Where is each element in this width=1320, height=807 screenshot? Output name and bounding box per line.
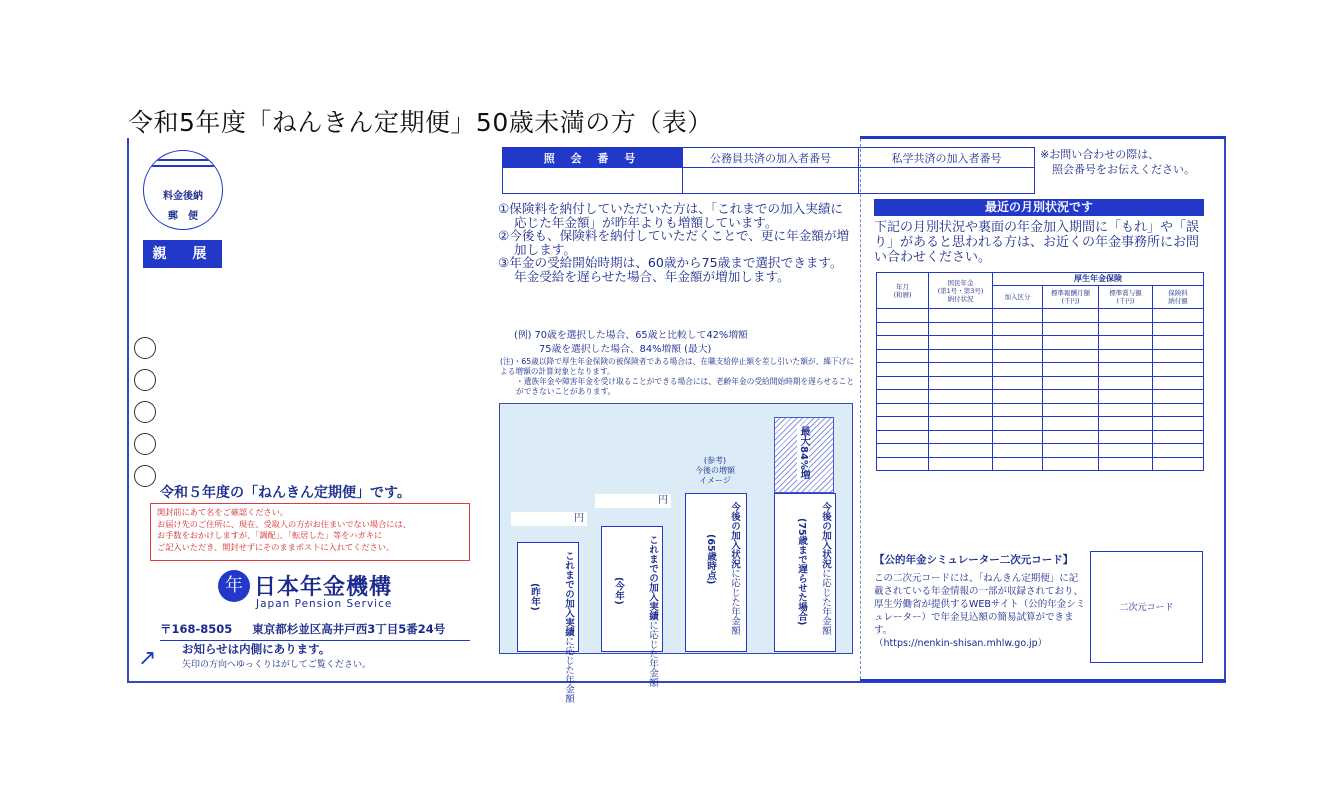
shinten-label: 親 展 — [143, 240, 222, 268]
table-cell — [1043, 417, 1099, 431]
table-cell — [929, 444, 993, 458]
punch-hole — [134, 369, 156, 391]
col-kokumin: 国民年金 (第1号・第3号) 納付状況 — [929, 273, 993, 309]
table-cell — [877, 403, 929, 417]
table-cell — [1043, 444, 1099, 458]
fold-line — [860, 139, 861, 679]
kouin-label: 公務員共済の加入者番号 — [683, 148, 859, 168]
table-cell — [877, 336, 929, 350]
monthly-status-text: 下記の月別状況や裏面の年金加入期間に「もれ」や「誤り」があると思われる方は、お近くの年金事務所にお問い合わせください。 — [874, 220, 1200, 265]
col-ym: 年月 (和暦) — [877, 273, 929, 309]
point-3: ③年金の受給開始時期は、60歳から75歳まで選択できます。 — [498, 255, 843, 270]
table-cell — [929, 309, 993, 323]
bar-age-75: 今後の加入状況に応じた年金額 (75歳まで遅らせた場合) — [774, 493, 836, 652]
table-row — [877, 390, 1204, 404]
table-cell — [929, 363, 993, 377]
table-cell — [877, 349, 929, 363]
table-cell — [1153, 403, 1204, 417]
notice-line: ご記入いただき、開封せずにそのままポストに入れてください。 — [157, 541, 395, 552]
ref-number-value — [503, 168, 683, 194]
table-cell — [1153, 376, 1204, 390]
kouin-value — [683, 168, 859, 194]
notice-line: お届け先のご住所に、現在、受取人の方がお住まいでない場合には、 — [157, 518, 411, 529]
table-cell — [877, 390, 929, 404]
table-cell — [1099, 444, 1153, 458]
bar4-sub: (75歳まで遅らせた場合) — [796, 518, 807, 626]
table-cell — [877, 430, 929, 444]
last-year-amount: 円 — [511, 512, 587, 526]
punch-hole — [134, 337, 156, 359]
table-cell — [993, 417, 1043, 431]
table-cell — [993, 336, 1043, 350]
table-cell — [929, 403, 993, 417]
table-cell — [1099, 363, 1153, 377]
address-text: 東京都杉並区高井戸西3丁目5番24号 — [252, 622, 446, 636]
page-title: 令和5年度「ねんきん定期便」50歳未満の方（表） — [128, 108, 713, 137]
table-row — [877, 363, 1204, 377]
table-cell — [929, 430, 993, 444]
reference-label: (参考) 今後の増額 イメージ — [695, 456, 735, 485]
table-cell — [1153, 322, 1204, 336]
table-cell — [1099, 457, 1153, 471]
return-address — [160, 621, 470, 641]
peel-arrow-icon[interactable]: ↗ — [138, 646, 157, 671]
table-cell — [993, 390, 1043, 404]
table-cell — [993, 457, 1043, 471]
table-cell — [1153, 444, 1204, 458]
table-cell — [1099, 322, 1153, 336]
table-cell — [1043, 403, 1099, 417]
table-row — [877, 430, 1204, 444]
table-cell — [1043, 322, 1099, 336]
table-cell — [1099, 390, 1153, 404]
table-cell — [993, 403, 1043, 417]
table-cell — [929, 349, 993, 363]
qr-url[interactable]: （https://nenkin-shisan.mhlw.go.jp） — [874, 638, 1048, 649]
table-row — [877, 376, 1204, 390]
col-kubun: 加入区分 — [993, 285, 1043, 308]
table-cell — [1043, 457, 1099, 471]
table-row — [877, 336, 1204, 350]
max-increase-hatch — [774, 417, 834, 493]
key-points — [498, 202, 853, 283]
inside-notice: お知らせは内側にあります。 — [182, 642, 331, 656]
stamp-line1: 料金後納 — [163, 191, 203, 202]
postal-code: 〒168-8505 — [160, 622, 233, 636]
table-cell — [993, 376, 1043, 390]
bar3-sub: (65歳時点) — [705, 534, 716, 585]
col-hoshu: 標準報酬月額 (千円) — [1043, 285, 1099, 308]
contact-line: ※お問い合わせの際は、 — [1040, 148, 1160, 161]
qr-text: この二次元コードには、「ねんきん定期便」に記載されている年金情報の一部が収録されており、厚生労働省が提供するWEBサイト（公的年金シミュレーター）で年金見込額の簡易試算ができます。 — [874, 573, 1086, 636]
bar-this-year: これまでの加入実績に応じた年金額 (今年) — [601, 526, 663, 652]
table-cell — [929, 336, 993, 350]
peel-instruction: 矢印の方向へゆっくりはがしてご覧ください。 — [182, 660, 371, 670]
point-3-cont: 年金受給を遅らせた場合、年金額が増加します。 — [514, 268, 790, 284]
table-cell — [877, 322, 929, 336]
table-row — [877, 444, 1204, 458]
table-cell — [1099, 417, 1153, 431]
jps-logo-icon: 年 — [218, 570, 250, 602]
tagline: 令和５年度の「ねんきん定期便」です。 — [160, 485, 411, 501]
footnote-line: ・遺族年金や障害年金を受け取ることができる場合には、老齢年金の受給開始時期を遅らせることができないことがあります。 — [516, 377, 855, 396]
table-cell — [1099, 349, 1153, 363]
logo-en: Japan Pension Service — [256, 598, 393, 610]
table-cell — [993, 309, 1043, 323]
table-cell — [877, 363, 929, 377]
example-text — [514, 329, 748, 357]
table-cell — [993, 322, 1043, 336]
table-cell — [929, 390, 993, 404]
contact-line: 照会番号をお伝えください。 — [1052, 163, 1195, 176]
table-cell — [1043, 349, 1099, 363]
table-cell — [1153, 430, 1204, 444]
table-cell — [929, 417, 993, 431]
contact-note — [1040, 147, 1195, 177]
bar1-sub: (昨年) — [529, 583, 540, 611]
col-shoyo: 標準賞与額 (千円) — [1099, 285, 1153, 308]
table-cell — [1043, 376, 1099, 390]
postage-stamp — [143, 150, 223, 230]
table-row — [877, 417, 1204, 431]
delivery-notice — [150, 503, 470, 561]
qr-title: 【公的年金シミュレーター二次元コード】 — [874, 554, 1074, 566]
punch-hole — [134, 401, 156, 423]
table-row — [877, 457, 1204, 471]
table-cell — [877, 376, 929, 390]
table-cell — [1043, 363, 1099, 377]
table-cell — [1153, 363, 1204, 377]
table-row — [877, 349, 1204, 363]
shigaku-value — [859, 168, 1035, 194]
punch-hole — [134, 433, 156, 455]
point-1: ①保険料を納付していただいた方は、「これまでの加入実績に応じた年金額」が昨年よりも増額しています。 — [498, 201, 844, 230]
shigaku-label: 私学共済の加入者番号 — [859, 148, 1035, 168]
table-cell — [1043, 430, 1099, 444]
monthly-status-table — [876, 272, 1204, 471]
reference-number-table — [502, 147, 1035, 194]
col-nofu: 保険料 納付額 — [1153, 285, 1204, 308]
table-cell — [1099, 309, 1153, 323]
table-cell — [1043, 309, 1099, 323]
table-cell — [1153, 457, 1204, 471]
table-row — [877, 309, 1204, 323]
table-cell — [1099, 376, 1153, 390]
table-cell — [1099, 430, 1153, 444]
table-cell — [877, 457, 929, 471]
table-cell — [993, 430, 1043, 444]
bar-last-year: これまでの加入実績に応じた年金額 (昨年) — [517, 542, 579, 652]
table-cell — [1153, 390, 1204, 404]
table-cell — [993, 363, 1043, 377]
table-cell — [1153, 309, 1204, 323]
this-year-amount: 円 — [595, 494, 671, 508]
punch-hole — [134, 465, 156, 487]
table-row — [877, 322, 1204, 336]
qr-code-placeholder[interactable]: 二次元コード — [1090, 551, 1203, 663]
bottom-border — [860, 679, 1226, 682]
table-cell — [877, 309, 929, 323]
top-border — [860, 136, 1226, 139]
bar2-sub: (今年) — [613, 577, 624, 605]
example-line: (例) 70歳を選択した場合、65歳と比較して42%増額 — [514, 330, 748, 341]
logo-jp: 日本年金機構 — [254, 575, 393, 600]
table-cell — [1043, 336, 1099, 350]
table-cell — [877, 444, 929, 458]
table-cell — [1043, 390, 1099, 404]
jps-logo — [218, 570, 418, 616]
table-cell — [929, 457, 993, 471]
table-cell — [1153, 349, 1204, 363]
table-cell — [929, 322, 993, 336]
col-kosei: 厚生年金保険 — [993, 273, 1204, 286]
qr-description — [874, 572, 1086, 650]
table-row — [877, 403, 1204, 417]
example-line: 75歳を選択した場合、84%増額 (最大) — [539, 344, 712, 355]
notice-line: お手数をおかけしますが、「調配」、「転居した」等をハガキに — [157, 530, 383, 540]
table-cell — [1099, 403, 1153, 417]
table-cell — [1099, 336, 1153, 350]
table-cell — [993, 444, 1043, 458]
monthly-status-header: 最近の月別状況です — [874, 199, 1204, 216]
bar-age-65: 今後の加入状況に応じた年金額 (65歳時点) — [685, 493, 747, 652]
table-cell — [1153, 417, 1204, 431]
table-cell — [993, 349, 1043, 363]
max-increase-label: 最大84%増 — [798, 426, 809, 480]
table-cell — [1153, 336, 1204, 350]
stamp-line2: 郵 便 — [168, 211, 198, 222]
footnote-line: (注)・65歳以降で厚生年金保険の被保険者である場合は、在職支給停止額を差し引いた額が、繰下げによる増額の計算対象となります。 — [500, 357, 855, 376]
notice-line: 開封前にあて名をご確認ください。 — [157, 507, 289, 517]
footnotes — [500, 357, 860, 397]
table-cell — [929, 376, 993, 390]
ref-number-label: 照 会 番 号 — [503, 148, 683, 168]
table-cell — [877, 417, 929, 431]
point-2: ②今後も、保険料を納付していただくことで、更に年金額が増加します。 — [498, 228, 850, 257]
